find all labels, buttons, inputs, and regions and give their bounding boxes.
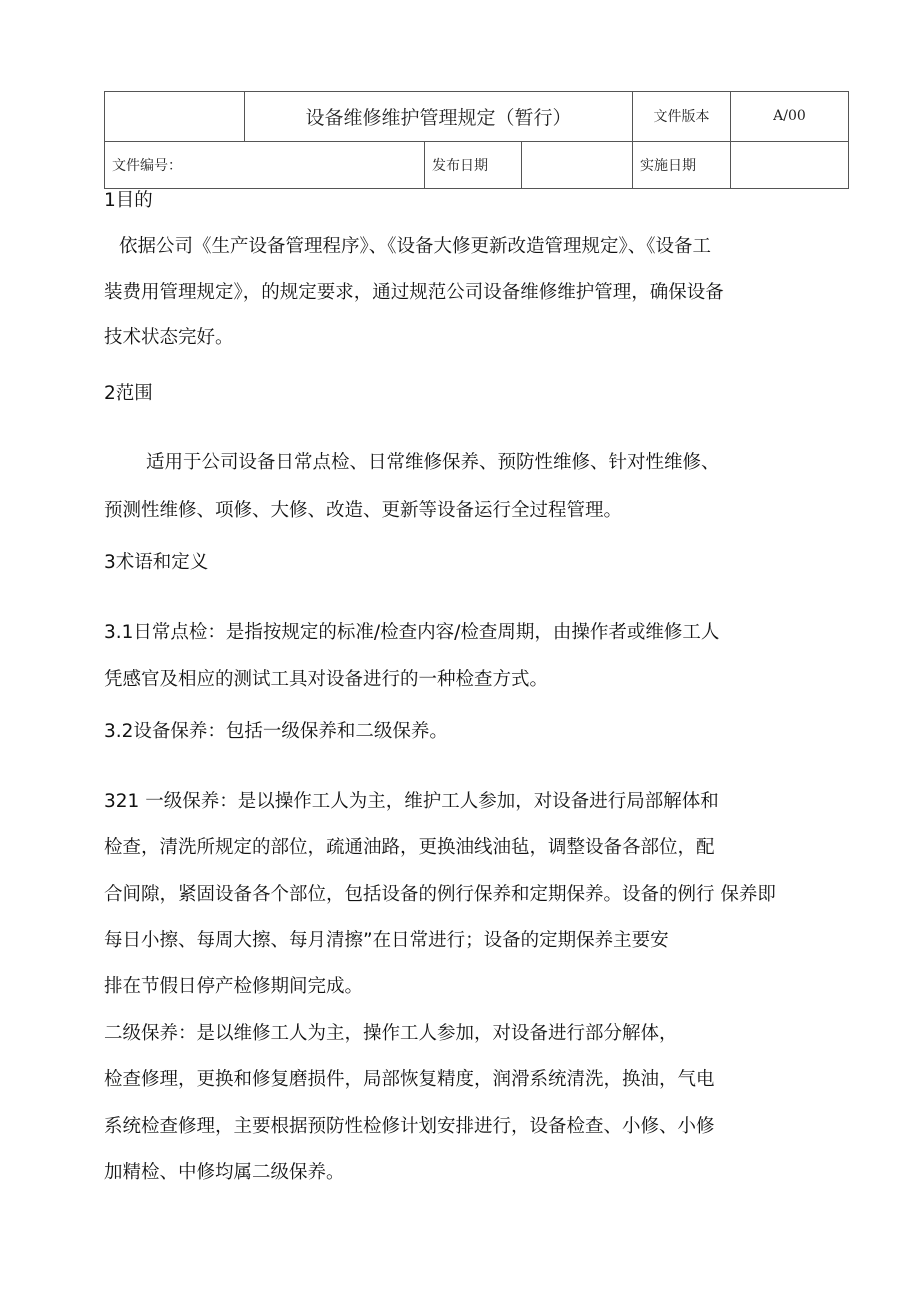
effective-date-value: [731, 141, 848, 188]
paragraph-line: 装费用管理规定》，的规定要求，通过规范公司设备维修维护管理，确保设备: [104, 282, 724, 303]
section-heading: 2范围: [104, 383, 153, 404]
paragraph-line: 适用于公司设备日常点检、日常维修保养、预防性维修、针对性维修、: [146, 452, 720, 473]
paragraph-line: 预测性维修、项修、大修、改造、更新等设备运行全过程管理。: [104, 500, 623, 521]
paragraph-line: 321 一级保养：是以操作工人为主，维护工人参加，对设备进行局部解体和: [104, 791, 719, 812]
paragraph-line: 技术状态完好。: [104, 327, 234, 348]
paragraph-line: 排在节假日停产检修期间完成。: [104, 976, 364, 997]
effective-date-label: 实施日期: [640, 157, 696, 174]
publish-date-label: 发布日期: [432, 157, 488, 174]
paragraph-line: 合间隙，紧固设备各个部位，包括设备的例行保养和定期保养。设备的例行 保养即: [104, 884, 776, 905]
version-value: A/00: [773, 108, 806, 124]
document-title: 设备维修维护管理规定（暂行）: [305, 106, 572, 129]
paragraph-line: 3.1日常点检：是指按规定的标准/检查内容/检查周期，由操作者或维修工人: [104, 622, 720, 643]
paragraph-line: 3.2设备保养：包括一级保养和二级保养。: [104, 721, 448, 742]
paragraph-line: 凭感官及相应的测试工具对设备进行的一种检查方式。: [104, 669, 549, 690]
paragraph-line: 检查修理，更换和修复磨损件，局部恢复精度，润滑系统清洗，换油，气电: [104, 1069, 715, 1090]
section-heading: 3术语和定义: [104, 552, 209, 573]
paragraph-line: 依据公司《生产设备管理程序》、《设备大修更新改造管理规定》、《设备工: [119, 236, 712, 257]
paragraph-line: 检查，清洗所规定的部位，疏通油路，更换油线油毡，调整设备各部位，配: [104, 837, 715, 858]
paragraph-line: 二级保养：是以维修工人为主，操作工人参加，对设备进行部分解体，: [104, 1023, 678, 1044]
publish-date-value: [522, 141, 630, 188]
paragraph-line: 系统检查修理，主要根据预防性检修计划安排进行，设备检查、小修、小修: [104, 1116, 715, 1137]
section-heading: 1目的: [104, 190, 153, 211]
paragraph-line: 每日小擦、每周大擦、每月清擦”在日常进行；设备的定期保养主要安: [104, 930, 669, 951]
paragraph-line: 加精检、中修均属二级保养。: [104, 1162, 345, 1183]
version-label: 文件版本: [653, 109, 710, 125]
doc-number-label: 文件编号：: [112, 157, 182, 174]
